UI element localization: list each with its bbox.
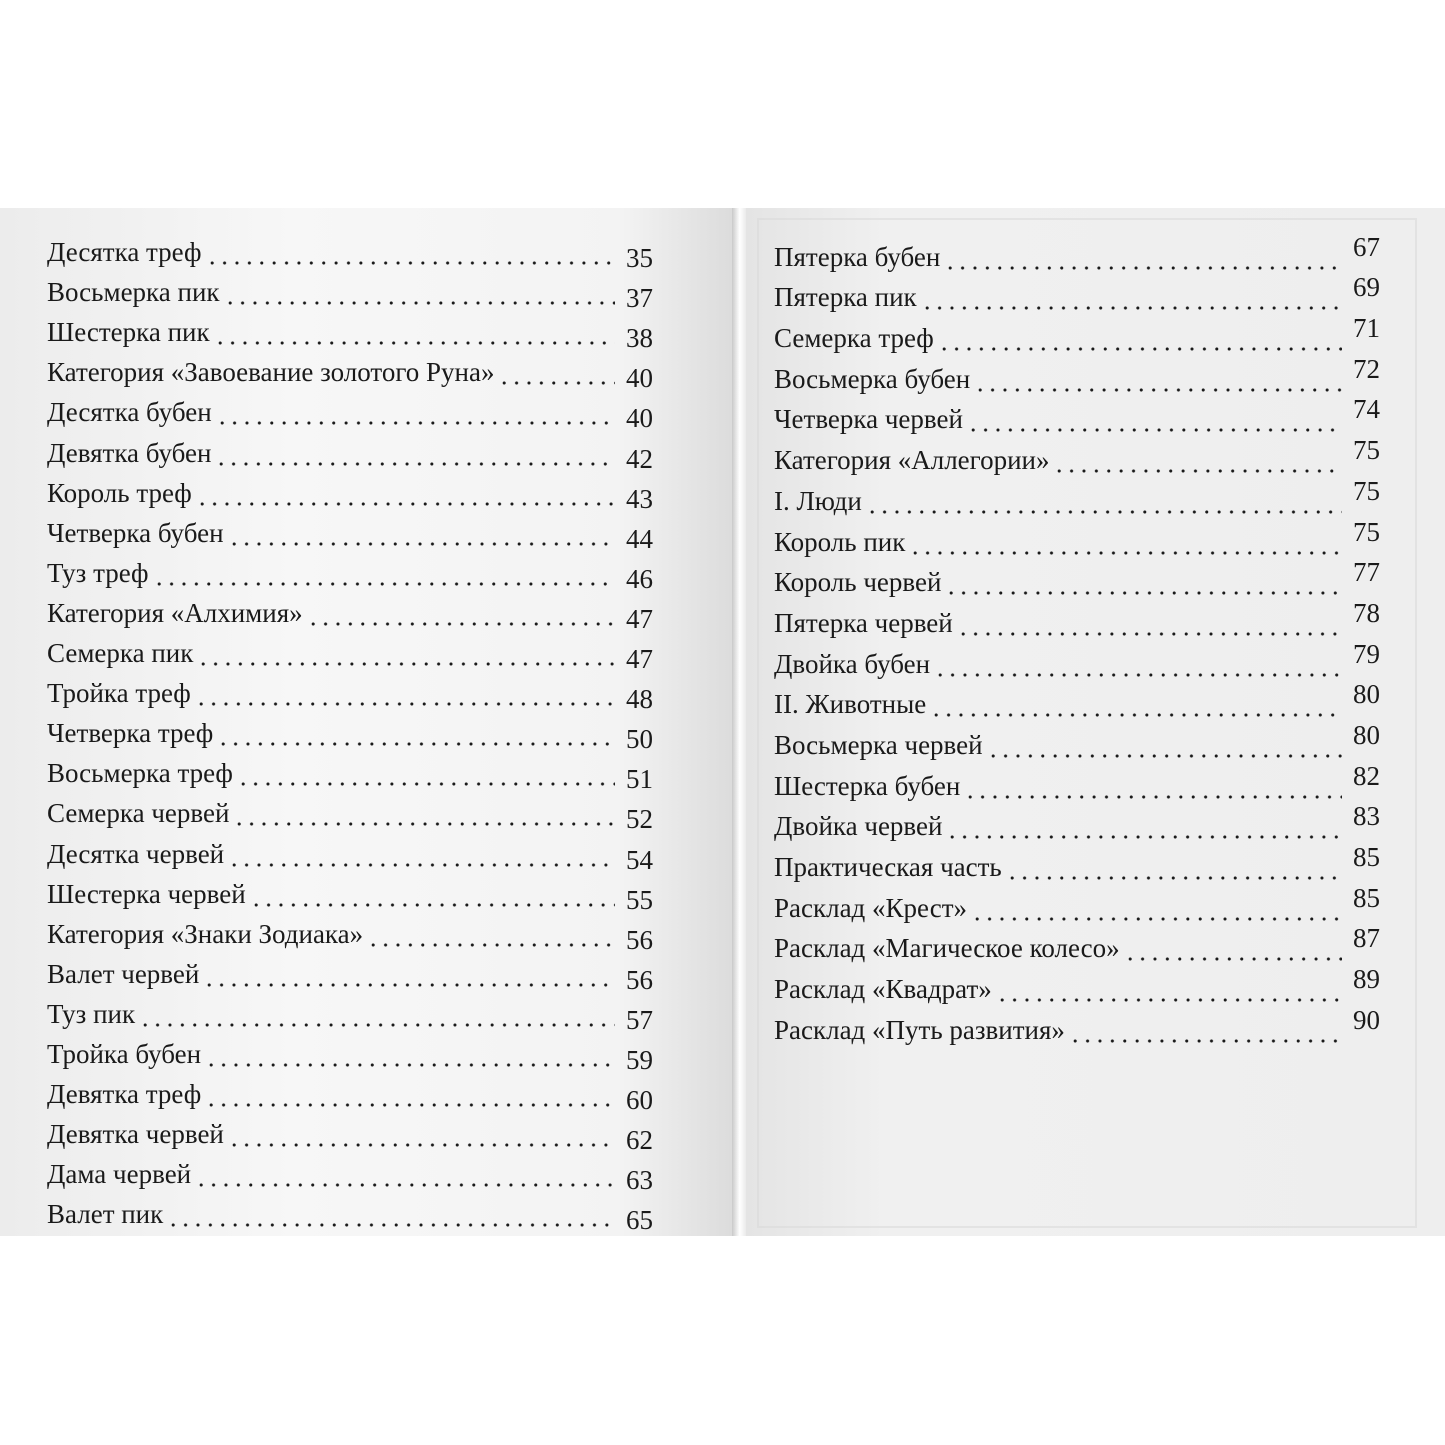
toc-entry <box>774 353 1380 399</box>
toc-entry <box>774 679 1380 725</box>
dot-leader <box>967 428 1342 432</box>
toc-entry-title: Расклад «Крест» <box>774 892 967 923</box>
dot-leader <box>996 998 1342 1002</box>
toc-entry-title: Расклад «Квадрат» <box>774 974 992 1005</box>
dot-leader <box>909 551 1342 555</box>
dot-leader <box>217 742 615 746</box>
dot-leader <box>866 510 1342 514</box>
toc-entry-page-number: 82 <box>1353 760 1380 791</box>
toc-entry-title: Семерка пик <box>47 638 194 669</box>
toc-entry <box>47 1034 653 1074</box>
toc-entry-page-number: 35 <box>626 243 653 274</box>
toc-entry-page-number: 50 <box>626 724 653 755</box>
toc-entry-page-number: 78 <box>1353 597 1380 628</box>
dot-leader <box>971 917 1342 921</box>
toc-entry <box>774 557 1380 603</box>
right-toc-list <box>774 231 1380 1050</box>
dot-leader <box>974 388 1342 392</box>
toc-entry <box>47 833 653 873</box>
toc-entry <box>47 1154 653 1194</box>
toc-entry-page-number: 75 <box>1353 516 1380 547</box>
toc-entry-title: Король червей <box>774 567 942 598</box>
toc-entry-title: Расклад «Путь развития» <box>774 1014 1065 1045</box>
toc-entry <box>47 312 653 352</box>
toc-entry <box>47 753 653 793</box>
toc-entry <box>774 1004 1380 1050</box>
toc-entry-page-number: 85 <box>1353 882 1380 913</box>
toc-entry-title: Шестерка бубен <box>774 770 961 801</box>
toc-entry-page-number: 56 <box>626 924 653 955</box>
toc-entry-title: Король треф <box>47 477 192 508</box>
toc-entry <box>774 882 1380 928</box>
toc-entry-page-number: 43 <box>626 483 653 514</box>
toc-entry <box>47 392 653 432</box>
toc-entry-title: Дама червей <box>47 1159 192 1190</box>
toc-entry-page-number: 60 <box>626 1085 653 1116</box>
dot-leader <box>205 1063 615 1067</box>
dot-leader <box>307 622 615 626</box>
toc-entry-page-number: 80 <box>1353 719 1380 750</box>
toc-entry-page-number: 69 <box>1353 272 1380 303</box>
toc-entry-title: Двойка бубен <box>774 648 931 679</box>
toc-entry-title: Расклад «Магическое колесо» <box>774 933 1120 964</box>
toc-entry <box>47 633 653 673</box>
dot-leader <box>228 542 615 546</box>
toc-entry-page-number: 87 <box>1353 923 1380 954</box>
dot-leader <box>938 347 1342 351</box>
toc-entry-title: Король пик <box>774 526 906 557</box>
dot-leader <box>214 341 615 345</box>
toc-entry <box>47 593 653 633</box>
dot-leader <box>1124 957 1342 961</box>
dot-leader <box>153 582 615 586</box>
toc-entry-title: I. Люди <box>774 485 862 516</box>
toc-entry-page-number: 56 <box>626 964 653 995</box>
toc-entry-page-number: 90 <box>1353 1004 1380 1035</box>
dot-leader <box>228 863 615 867</box>
toc-entry-title: Семерка червей <box>47 798 230 829</box>
toc-entry-page-number: 71 <box>1353 313 1380 344</box>
toc-entry-title: Десятка треф <box>47 237 202 268</box>
dot-leader <box>228 1143 615 1147</box>
toc-entry-title: Четверка бубен <box>47 517 224 548</box>
toc-entry <box>47 874 653 914</box>
toc-entry-page-number: 67 <box>1353 231 1380 262</box>
toc-entry <box>47 553 653 593</box>
dot-leader <box>237 782 615 786</box>
toc-entry-title: Практическая часть <box>774 852 1002 882</box>
toc-entry-title: Пятерка червей <box>774 607 953 638</box>
toc-entry-title: Восьмерка бубен <box>774 363 971 394</box>
toc-entry-page-number: 54 <box>626 844 653 875</box>
toc-entry-title: Десятка бубен <box>47 397 212 428</box>
toc-entry-page-number: 47 <box>626 603 653 634</box>
dot-leader <box>964 795 1342 799</box>
toc-entry-title: Валет червей <box>47 958 200 989</box>
toc-entry <box>47 352 653 392</box>
toc-entry-title: Шестерка пик <box>47 317 210 348</box>
toc-entry <box>47 432 653 472</box>
toc-entry <box>774 842 1380 887</box>
toc-entry-page-number: 48 <box>626 684 653 715</box>
toc-entry <box>774 475 1380 521</box>
toc-entry-page-number: 74 <box>1353 394 1380 425</box>
toc-entry-page-number: 63 <box>626 1165 653 1196</box>
toc-entry-page-number: 83 <box>1353 801 1380 832</box>
dot-leader <box>1069 1039 1342 1043</box>
toc-entry <box>774 394 1380 440</box>
toc-entry-page-number: 44 <box>626 523 653 554</box>
toc-entry <box>774 801 1380 847</box>
toc-entry-page-number: 40 <box>626 403 653 434</box>
toc-entry-page-number: 47 <box>626 644 653 675</box>
dot-leader <box>944 266 1342 270</box>
book-gutter <box>732 208 746 1236</box>
toc-entry <box>774 231 1380 277</box>
dot-leader <box>498 381 615 385</box>
toc-entry-title: Девятка червей <box>47 1119 224 1150</box>
toc-entry <box>47 1074 653 1114</box>
dot-leader <box>1006 876 1342 880</box>
dot-leader <box>250 903 615 907</box>
toc-entry-title: Пятерка бубен <box>774 241 941 272</box>
toc-entry <box>774 760 1380 806</box>
toc-entry-page-number: 38 <box>626 323 653 354</box>
dot-leader <box>930 713 1342 717</box>
dot-leader <box>215 462 615 466</box>
toc-entry-page-number: 62 <box>626 1125 653 1156</box>
dot-leader <box>946 835 1342 839</box>
toc-entry-page-number: 72 <box>1353 353 1380 384</box>
dot-leader <box>216 421 615 425</box>
toc-entry <box>774 435 1380 480</box>
toc-entry <box>774 272 1380 318</box>
toc-entry-page-number: 40 <box>626 363 653 394</box>
toc-entry-title: Туз треф <box>47 557 149 588</box>
dot-leader <box>206 261 616 265</box>
toc-entry-title: Категория «Алхимия» <box>47 597 303 628</box>
toc-entry-title: Девятка треф <box>47 1079 202 1110</box>
toc-entry-page-number: 59 <box>626 1044 653 1075</box>
toc-entry <box>47 793 653 833</box>
dot-leader <box>987 754 1342 758</box>
dot-leader <box>196 502 615 506</box>
dot-leader <box>139 1023 615 1027</box>
toc-entry <box>774 964 1380 1009</box>
toc-entry-title: Четверка треф <box>47 718 214 749</box>
toc-entry <box>47 272 653 312</box>
toc-entry <box>47 673 653 713</box>
toc-entry-title: Туз пик <box>47 998 136 1029</box>
dot-leader <box>195 1183 615 1187</box>
toc-entry-page-number: 37 <box>626 283 653 314</box>
toc-entry <box>774 719 1380 765</box>
toc-entry-title: II. Животные <box>774 689 927 720</box>
toc-entry-page-number: 42 <box>626 443 653 474</box>
toc-entry <box>47 914 653 954</box>
toc-entry <box>47 513 653 553</box>
toc-entry <box>47 713 653 753</box>
toc-entry-title: Восьмерка пик <box>47 277 220 308</box>
dot-leader <box>203 983 615 987</box>
dot-leader <box>205 1103 615 1107</box>
toc-entry <box>47 954 653 994</box>
toc-entry-page-number: 57 <box>626 1004 653 1035</box>
dot-leader <box>195 702 615 706</box>
toc-entry-page-number: 80 <box>1353 679 1380 710</box>
dot-leader <box>197 662 615 666</box>
toc-entry-title: Категория «Аллегории» <box>774 445 1050 476</box>
toc-entry-title: Восьмерка треф <box>47 758 233 789</box>
toc-entry <box>774 923 1380 969</box>
dot-leader <box>934 673 1342 677</box>
toc-entry-page-number: 89 <box>1353 964 1380 995</box>
toc-entry-title: Тройка бубен <box>47 1038 202 1069</box>
toc-entry-title: Валет пик <box>47 1199 164 1230</box>
toc-entry-title: Четверка червей <box>774 404 963 435</box>
toc-entry-title: Категория «Знаки Зодиака» <box>47 918 364 949</box>
toc-entry <box>774 597 1380 643</box>
toc-entry-page-number: 65 <box>626 1205 653 1236</box>
toc-entry-page-number: 75 <box>1353 475 1380 506</box>
toc-entry <box>47 994 653 1034</box>
toc-entry <box>47 1194 653 1234</box>
toc-entry-title: Шестерка червей <box>47 878 246 909</box>
toc-entry-page-number: 55 <box>626 884 653 915</box>
dot-leader <box>1053 469 1342 473</box>
dot-leader <box>945 591 1342 595</box>
toc-entry <box>47 232 653 272</box>
toc-entry <box>47 1114 653 1154</box>
dot-leader <box>224 301 615 305</box>
dot-leader <box>367 943 615 947</box>
toc-entry-title: Десятка червей <box>47 838 225 869</box>
toc-entry-page-number: 75 <box>1353 435 1380 466</box>
toc-entry-title: Двойка червей <box>774 811 943 842</box>
toc-entry <box>774 516 1380 562</box>
toc-entry-title: Тройка треф <box>47 678 191 709</box>
toc-entry-page-number: 85 <box>1353 842 1380 872</box>
dot-leader <box>957 632 1342 636</box>
toc-entry-page-number: 51 <box>626 764 653 795</box>
toc-entry-title: Категория «Завоевание золотого Руна» <box>47 357 495 388</box>
toc-entry-page-number: 46 <box>626 563 653 594</box>
dot-leader <box>233 822 615 826</box>
toc-entry-title: Семерка треф <box>774 323 934 354</box>
toc-entry <box>774 638 1380 684</box>
toc-entry <box>47 473 653 513</box>
toc-entry-page-number: 79 <box>1353 638 1380 669</box>
toc-entry-page-number: 77 <box>1353 557 1380 588</box>
toc-entry <box>774 313 1380 358</box>
dot-leader <box>167 1223 615 1227</box>
toc-entry-title: Восьмерка червей <box>774 729 983 760</box>
toc-entry-title: Девятка бубен <box>47 437 212 468</box>
left-toc-list <box>47 232 653 1234</box>
toc-entry-page-number: 52 <box>626 804 653 835</box>
dot-leader <box>921 306 1342 310</box>
toc-entry-title: Пятерка пик <box>774 282 917 313</box>
